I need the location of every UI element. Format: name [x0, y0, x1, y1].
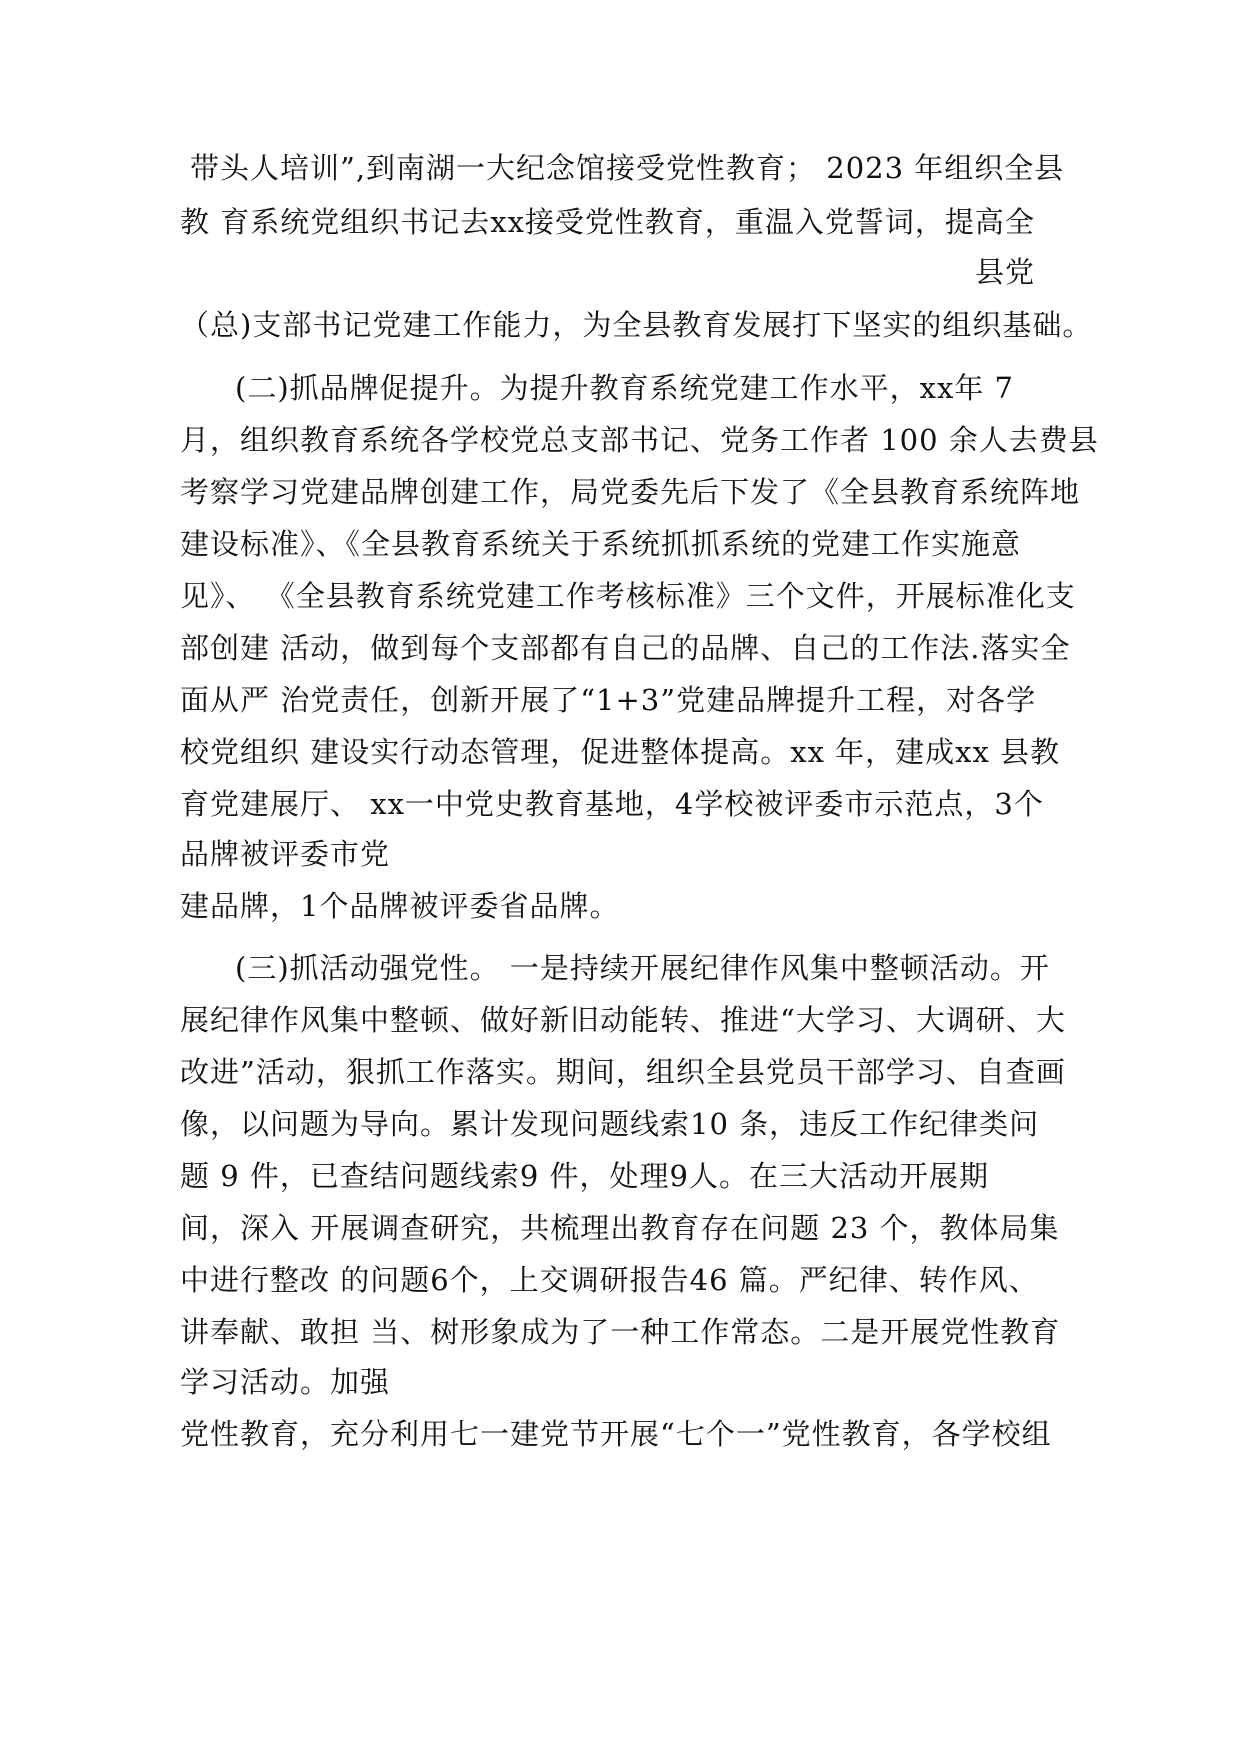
- text-line: 部创建 活动，做到每个支部都有自己的品牌、自己的工作法.落实全: [180, 631, 1071, 665]
- text-line: 育党建展厅、 xx一中党史教育基地，4学校被评委市示范点，3个: [180, 787, 1044, 821]
- text-line: 见》、 《全县教育系统党建工作考核标准》三个文件，开展标准化支: [180, 579, 1076, 613]
- text-line: 学习活动。加强: [180, 1365, 391, 1399]
- text-line: 校党组织 建设实行动态管理，促进整体提高。xx 年，建成xx 县教: [180, 735, 1061, 769]
- text-line: 讲奉献、敢担 当、树形象成为了一种工作常态。二是开展党性教育: [180, 1315, 1061, 1349]
- text-line: (二)抓品牌促提升。为提升教育系统党建工作水平，xx年 7: [235, 371, 1015, 405]
- text-line: 考察学习党建品牌创建工作，局党委先后下发了《全县教育系统阵地: [180, 475, 1081, 509]
- text-line: 党性教育，充分利用七一建党节开展“七个一”党性教育，各学校组: [180, 1417, 1052, 1451]
- text-line: 县党: [974, 255, 1035, 289]
- text-line: 面从严 治党责任，创新开展了“1+3”党建品牌提升工程，对各学: [180, 683, 1037, 717]
- text-line: 带头人培训”,到南湖一大纪念馆接受党性教育； 2023 年组织全县: [190, 151, 1065, 185]
- text-line: 建品牌，1个品牌被评委省品牌。: [180, 889, 620, 923]
- text-line: 教 育系统党组织书记去xx接受党性教育，重温入党誓词，提高全: [180, 205, 1035, 239]
- text-line: 建设标准》、《全县教育系统关于系统抓抓系统的党建工作实施意: [180, 527, 1022, 561]
- text-line: 品牌被评委市党: [180, 837, 391, 871]
- text-line: 间，深入 开展调查研究，共梳理出教育存在问题 23 个，教体局集: [180, 1211, 1060, 1245]
- text-line: (三)抓活动强党性。 一是持续开展纪律作风集中整顿活动。开: [235, 951, 1050, 985]
- text-line: 改进”活动，狠抓工作落实。期间，组织全县党员干部学习、自查画: [180, 1055, 1066, 1089]
- text-line: 月，组织教育系统各学校党总支部书记、党务工作者 100 余人去费县: [180, 423, 1099, 457]
- text-line: 题 9 件，已查结问题线索9 件，处理9人。在三大活动开展期: [180, 1159, 990, 1193]
- text-line: 中进行整改 的问题6个，上交调研报告46 篇。严纪律、转作风、: [180, 1263, 1039, 1297]
- text-line: 展纪律作风集中整顿、做好新旧动能转、推进“大学习、大调研、大: [180, 1003, 1066, 1037]
- text-line: 像，以问题为导向。累计发现问题线索10 条，违反工作纪律类问: [180, 1107, 1040, 1141]
- text-line: （总)支部书记党建工作能力，为全县教育发展打下坚实的组织基础。: [180, 308, 1093, 342]
